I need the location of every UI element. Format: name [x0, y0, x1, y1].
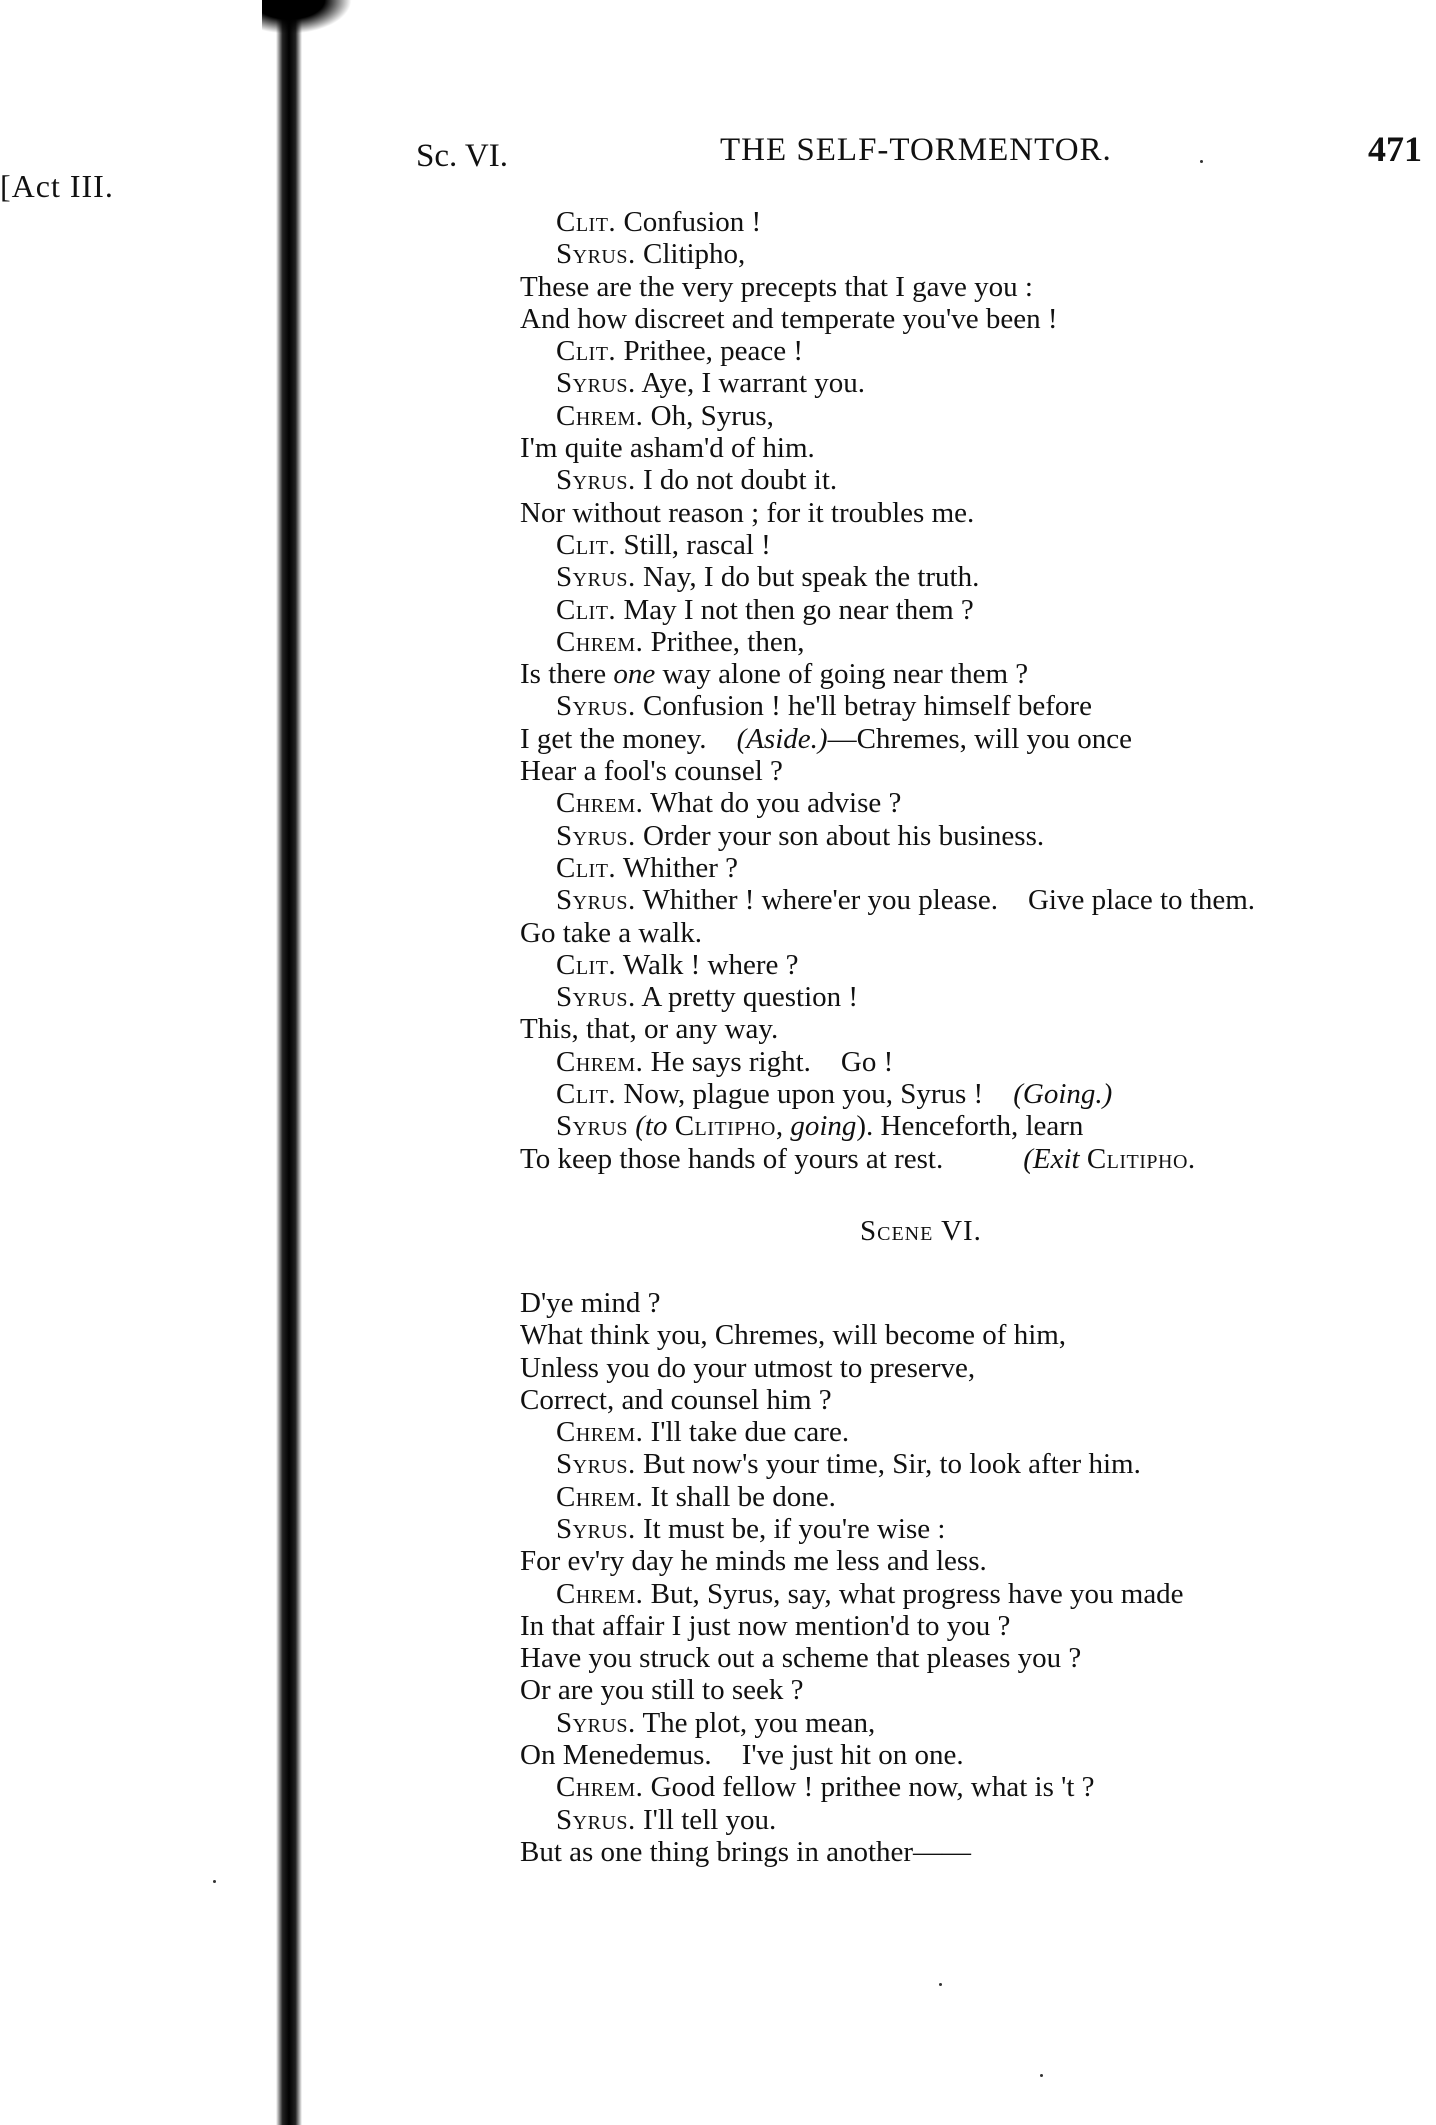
speaker: Clit.	[556, 851, 617, 884]
speech: I get the money.	[520, 722, 707, 755]
speech: Prithee, peace !	[623, 335, 803, 368]
text-line	[520, 981, 1430, 1013]
stage-direction: (to	[635, 1110, 668, 1143]
speech: Good fellow ! prithee now, what is 't ?	[650, 1771, 1095, 1804]
speech: Go !	[840, 1045, 894, 1078]
text-line: I'm quite asham'd of him.	[520, 432, 815, 465]
speaker: Syrus.	[556, 819, 636, 852]
text-line	[520, 1416, 1430, 1448]
speaker: Clitipho.	[1086, 1142, 1196, 1175]
speaker: Chrem.	[556, 625, 644, 658]
speck	[1200, 160, 1203, 163]
speech: Give place to them.	[1027, 884, 1256, 917]
text-line	[520, 949, 1430, 981]
speech: I've just hit on one.	[741, 1739, 964, 1772]
text-line	[520, 884, 1430, 916]
speaker: Clit.	[556, 948, 617, 981]
text-line: These are the very precepts that I gave you :	[520, 270, 1033, 303]
text-line: In that affair I just now mention'd to you ?	[520, 1609, 1011, 1642]
speck	[1040, 2074, 1043, 2077]
text-line	[520, 852, 1430, 884]
text-line	[520, 1143, 1430, 1175]
speaker: Syrus.	[556, 238, 636, 271]
speck	[939, 1983, 942, 1986]
text-line	[520, 1448, 1430, 1480]
speaker: Syrus	[556, 1110, 628, 1143]
emphasis: one	[613, 658, 656, 691]
speech: Nay, I do but speak the truth.	[642, 561, 980, 594]
text-line	[520, 1739, 1430, 1771]
speech: I'll tell you.	[642, 1803, 777, 1836]
text-line: And how discreet and temperate you've been !	[520, 302, 1058, 335]
speech: It must be, if you're wise :	[642, 1512, 946, 1545]
text-line	[520, 464, 1430, 496]
speaker: Clit.	[556, 335, 617, 368]
text-line	[520, 206, 1430, 238]
speech: ). Henceforth, learn	[856, 1110, 1084, 1143]
text-line: For ev'ry day he minds me less and less.	[520, 1545, 987, 1578]
speck	[213, 1880, 216, 1883]
speech: It shall be done.	[650, 1480, 836, 1513]
speaker: Syrus.	[556, 1706, 636, 1739]
text-line	[520, 626, 1430, 658]
speech: Aye, I warrant you.	[641, 367, 866, 400]
text-line	[520, 367, 1430, 399]
speaker: Clit.	[556, 528, 617, 561]
speech: A pretty question !	[641, 981, 859, 1014]
speaker: Syrus.	[556, 561, 636, 594]
speech: Whither ! where'er you please.	[642, 884, 998, 917]
text-line	[520, 1513, 1430, 1545]
text-line	[520, 658, 1430, 690]
speaker: Chrem.	[556, 399, 644, 432]
text-line	[520, 1707, 1430, 1739]
header-scene: Sc. VI.	[416, 138, 508, 174]
page-number: 471	[1368, 129, 1422, 169]
running-header	[0, 128, 1436, 178]
scene-heading: Scene VI.	[860, 1214, 982, 1247]
text-line: This, that, or any way.	[520, 1013, 779, 1046]
binding-gutter	[276, 0, 302, 2125]
text-line	[520, 1046, 1430, 1078]
margin-note: [Act III.	[0, 168, 114, 204]
text-line: Syrus (to Clitipho, going). Henceforth, learn	[556, 1110, 1084, 1143]
speech: The plot, you mean,	[642, 1706, 876, 1739]
speech: Prithee, then,	[650, 625, 805, 658]
text-line	[520, 594, 1430, 626]
text-line	[520, 561, 1430, 593]
speech: Oh, Syrus,	[650, 399, 774, 432]
speech: He says right.	[650, 1045, 811, 1078]
speaker: Syrus.	[556, 1512, 636, 1545]
speech: Walk ! where ?	[622, 948, 799, 981]
text-line	[520, 1804, 1430, 1836]
speech: —Chremes, will you once	[827, 722, 1133, 755]
header-title: THE SELF-TORMENTOR.	[720, 132, 1112, 168]
speech: Confusion ! he'll betray himself before	[642, 690, 1092, 723]
speaker: Chrem.	[556, 1480, 644, 1513]
speech: way alone of going near them ?	[662, 658, 1029, 691]
text-line	[520, 820, 1430, 852]
stage-direction: (Going.)	[1013, 1078, 1113, 1111]
text-line: D'ye mind ?	[520, 1286, 661, 1319]
speaker: Clit.	[556, 593, 617, 626]
stage-direction: (Aside.)	[736, 722, 828, 755]
text-line	[520, 723, 1430, 755]
text-line: Have you struck out a scheme that pleases you ?	[520, 1642, 1082, 1675]
text-line	[520, 238, 1430, 270]
text-line: Nor without reason ; for it troubles me.	[520, 496, 975, 529]
speaker: Syrus.	[556, 1803, 636, 1836]
text-line: What think you, Chremes, will become of him,	[520, 1319, 1067, 1352]
speech: But now's your time, Sir, to look after him.	[642, 1448, 1141, 1481]
text-line: Or are you still to seek ?	[520, 1674, 804, 1707]
speech: Now, plague upon you, Syrus !	[623, 1078, 984, 1111]
speech: May I not then go near them ?	[623, 593, 974, 626]
speech: I do not doubt it.	[642, 464, 838, 497]
play-text	[520, 206, 1430, 1868]
speech: What do you advise ?	[650, 787, 902, 820]
text-line: Go take a walk.	[520, 916, 702, 949]
text-line	[520, 335, 1430, 367]
speaker: Syrus.	[556, 690, 636, 723]
text-line	[520, 400, 1430, 432]
text-line	[520, 1771, 1430, 1803]
speech: Is there	[520, 658, 607, 691]
speaker: Chrem.	[556, 1771, 644, 1804]
speech: Order your son about his business.	[642, 819, 1045, 852]
speaker: Chrem.	[556, 1416, 644, 1449]
speaker: Syrus.	[556, 884, 636, 917]
speaker: Chrem.	[556, 1045, 644, 1078]
speech: I'll take due care.	[650, 1416, 850, 1449]
speech: But, Syrus, say, what progress have you made	[650, 1577, 1184, 1610]
speech: Whither ?	[622, 851, 739, 884]
speaker: Syrus.	[556, 464, 636, 497]
speaker: Chrem.	[556, 1577, 644, 1610]
stage-direction: (Exit	[1023, 1142, 1080, 1175]
stage-direction: going	[790, 1110, 857, 1143]
speaker: Syrus.	[556, 981, 636, 1014]
speaker: Chrem.	[556, 787, 644, 820]
text-line: But as one thing brings in another——	[520, 1835, 972, 1868]
text-line: Hear a fool's counsel ?	[520, 755, 783, 788]
text-line: Correct, and counsel him ?	[520, 1383, 832, 1416]
text-line	[520, 1481, 1430, 1513]
speech: Still, rascal !	[623, 528, 771, 561]
speaker: Clit.	[556, 206, 617, 238]
speaker: Syrus.	[556, 1448, 636, 1481]
speaker: Clit.	[556, 1078, 617, 1111]
text-line	[520, 787, 1430, 819]
text-line	[520, 1078, 1430, 1110]
text-line	[520, 1578, 1430, 1610]
binding-gutter-flare	[262, 0, 352, 34]
speaker: Syrus.	[556, 367, 636, 400]
text-line	[520, 690, 1430, 722]
text-line	[520, 529, 1430, 561]
speech: On Menedemus.	[520, 1739, 712, 1772]
speech: Confusion !	[623, 206, 762, 238]
speech: To keep those hands of yours at rest.	[520, 1142, 944, 1175]
text-line: Unless you do your utmost to preserve,	[520, 1351, 976, 1384]
speech: Clitipho,	[642, 238, 746, 271]
speaker: Clitipho	[674, 1110, 776, 1143]
